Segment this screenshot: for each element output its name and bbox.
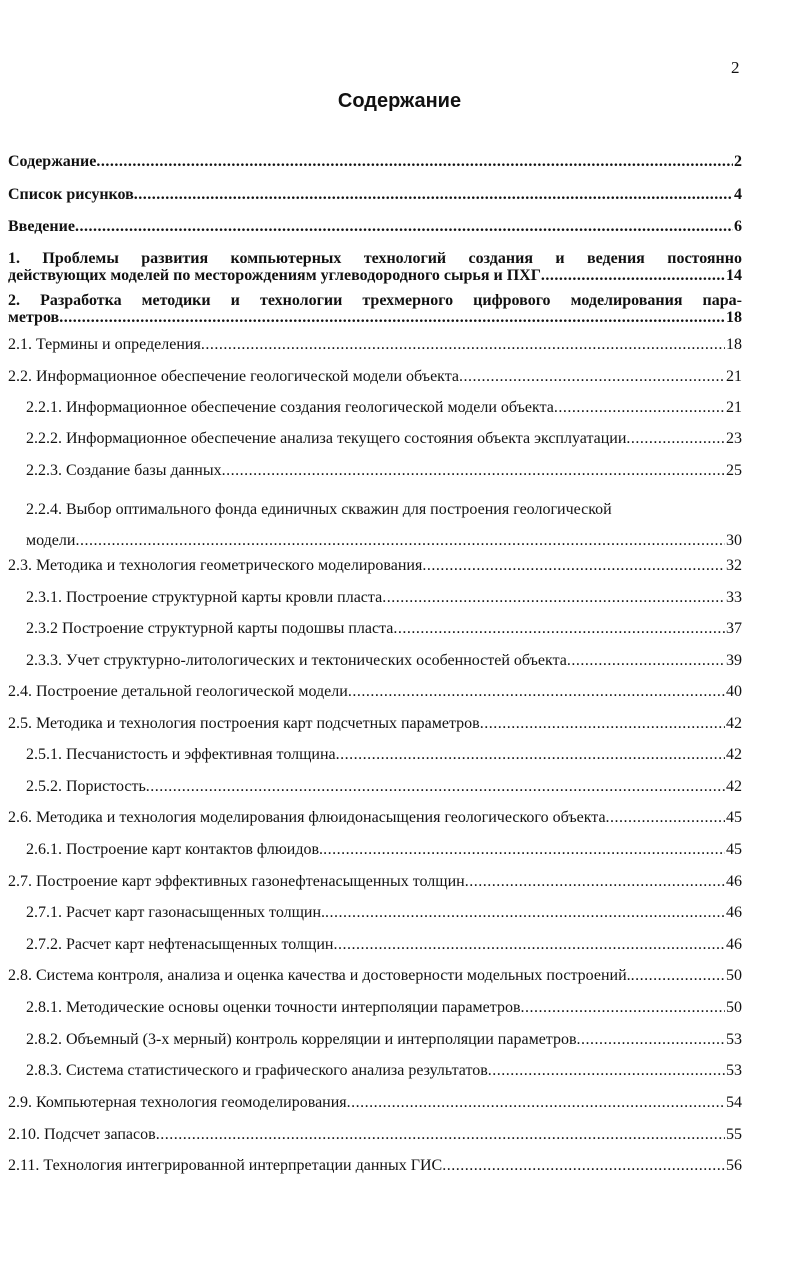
toc-entry-label: 2.7.2. Расчет карт нефтенасыщенных толщин <box>26 936 334 953</box>
toc-entry-label: 2.7.1. Расчет карт газонасыщенных толщин. <box>26 904 326 921</box>
toc-entry-label: 2.5. Методика и технология построения карт подсчетных параметров <box>8 715 480 732</box>
toc-entry-label: 2.2.1. Информационное обеспечение создания геологической модели объекта <box>26 399 554 416</box>
toc-entry-label: 2.5.1. Песчанистость и эффективная толщина <box>26 746 336 763</box>
dot-leader <box>348 683 725 700</box>
toc-entry-2-8[interactable] <box>8 967 742 984</box>
toc-page-number: 46 <box>726 873 742 890</box>
dot-leader <box>347 1094 725 1111</box>
toc-entry-2-2[interactable] <box>8 368 742 385</box>
dot-leader <box>554 399 725 416</box>
toc-entry-label: 2.2.2. Информационное обеспечение анализа текущего состояния объекта эксплуатации <box>26 430 627 447</box>
toc-entry-label: 2.2.3. Создание базы данных <box>26 462 222 479</box>
toc-entry-2-11[interactable] <box>8 1157 742 1174</box>
toc-entry-label: 2.5.2. Пористость <box>26 778 146 795</box>
dot-leader <box>631 967 725 984</box>
toc-entry-label: 2.7. Построение карт эффективных газонефтенасыщенных толщин <box>8 873 465 890</box>
dot-leader <box>96 153 733 170</box>
dot-leader <box>325 904 725 921</box>
toc-entry-2-8-3[interactable] <box>26 1062 742 1079</box>
toc-entry-2-3-2[interactable] <box>26 620 742 637</box>
toc-entry-2-8-2[interactable] <box>26 1031 742 1048</box>
toc-page-number: 14 <box>726 267 742 284</box>
toc-page-number: 50 <box>726 999 742 1016</box>
toc-entry-label: метров <box>8 309 60 326</box>
dot-leader <box>521 999 725 1016</box>
toc-entry-label: 2.3.2 Построение структурной карты подошвы пласта <box>26 620 394 637</box>
dot-leader <box>382 589 725 606</box>
toc-entry-label: 2.1. Термины и определения <box>8 336 201 353</box>
toc-page-number: 50 <box>726 967 742 984</box>
dot-leader <box>422 557 725 574</box>
dot-leader <box>541 267 725 284</box>
dot-leader <box>442 1157 725 1174</box>
dot-leader <box>577 1031 725 1048</box>
toc-entry-label: 2.9. Компьютерная технология геомоделирования <box>8 1094 347 1111</box>
toc-page-number: 25 <box>726 462 742 479</box>
toc-entry-2-3-3[interactable] <box>26 652 742 669</box>
toc-entry-label: действующих моделей по месторождениям углеводородного сырья и ПХГ <box>8 267 541 284</box>
toc-entry-label: 2.3.3. Учет структурно-литологических и тектонических особенностей объекта <box>26 652 567 669</box>
dot-leader <box>222 462 725 479</box>
toc-entry-2-2-4[interactable] <box>26 494 742 556</box>
dot-leader <box>606 809 725 826</box>
toc-page-number: 2 <box>734 153 742 170</box>
toc-page-number: 42 <box>726 778 742 795</box>
toc-page-number: 42 <box>726 746 742 763</box>
toc-page-number: 46 <box>726 936 742 953</box>
toc-entry-2-6-1[interactable] <box>26 841 742 858</box>
toc-entry-2-10[interactable] <box>8 1126 742 1143</box>
toc-page-number: 40 <box>726 683 742 700</box>
toc-entry-contents[interactable] <box>8 153 742 170</box>
toc-entry-label: 2.10. Подсчет запасов <box>8 1126 156 1143</box>
page-number: 2 <box>731 58 740 77</box>
toc-entry-label: 2.11. Технология интегрированной интерпретации данных ГИС <box>8 1157 443 1174</box>
toc-entry-label: Введение <box>8 218 75 235</box>
toc-page-number: 21 <box>726 399 742 416</box>
toc-page-number: 54 <box>726 1094 742 1111</box>
dot-leader <box>459 368 725 385</box>
toc-page-number: 37 <box>726 620 742 637</box>
toc-entry-figures[interactable] <box>8 186 742 203</box>
toc-entry-label: 2.6.1. Построение карт контактов флюидов. <box>26 841 324 858</box>
toc-entry-2-8-1[interactable] <box>26 999 742 1016</box>
toc-page-number: 55 <box>726 1126 742 1143</box>
page-title: Содержание <box>337 90 462 112</box>
toc-page-number: 4 <box>734 186 742 203</box>
toc-entry-2-5[interactable] <box>8 715 742 732</box>
dot-leader <box>75 525 725 556</box>
dot-leader <box>567 652 725 669</box>
dot-leader <box>336 746 725 763</box>
dot-leader <box>75 218 733 235</box>
toc-page-number: 33 <box>726 589 742 606</box>
toc-page-number: 32 <box>726 557 742 574</box>
toc-entry-2-7[interactable] <box>8 873 742 890</box>
toc-entry-label: модели <box>26 532 76 549</box>
toc-entry-label: 2.8. Система контроля, анализа и оценка качества и достоверности модельных построений. <box>8 967 631 984</box>
toc-entry-chapter-2[interactable] <box>8 292 742 326</box>
toc-entry-label: 2.4. Построение детальной геологической модели <box>8 683 348 700</box>
toc-entry-line: 1. Проблемы развития компьютерных технологий создания и ведения постоянно <box>8 250 742 267</box>
toc-page-number: 39 <box>726 652 742 669</box>
dot-leader <box>626 430 725 447</box>
toc-page-number: 18 <box>726 309 742 326</box>
toc-entry-label: 2.8.3. Система статистического и графического анализа результатов <box>26 1062 488 1079</box>
dot-leader <box>333 936 725 953</box>
toc-entry-line: 2.2.4. Выбор оптимального фонда единичных скважин для построения геологической <box>26 501 612 518</box>
toc-entry-label: Содержание <box>8 153 97 170</box>
toc-entry-2-3[interactable] <box>8 557 742 574</box>
toc-page-number: 45 <box>726 809 742 826</box>
toc-page-number: 46 <box>726 904 742 921</box>
toc-page-number: 6 <box>734 218 742 235</box>
toc-entry-2-7-2[interactable] <box>26 936 742 953</box>
toc-page-number: 30 <box>726 532 742 549</box>
toc-page-number: 21 <box>726 368 742 385</box>
toc-entry-2-2-3[interactable] <box>26 462 742 479</box>
dot-leader <box>488 1062 725 1079</box>
toc-page-number: 18 <box>726 336 742 353</box>
toc-entry-2-2-2[interactable] <box>26 430 742 447</box>
toc-entry-line: 2. Разработка методики и технологии трехмерного цифрового моделирования пара- <box>8 292 742 309</box>
dot-leader <box>146 778 725 795</box>
toc-entry-label: 2.2. Информационное обеспечение геологической модели объекта <box>8 368 460 385</box>
toc-page-number: 23 <box>726 430 742 447</box>
toc-entry-2-4[interactable] <box>8 683 742 700</box>
toc-entry-2-7-1[interactable] <box>26 904 742 921</box>
toc-page-number: 42 <box>726 715 742 732</box>
toc-entry-label: Список рисунков <box>8 186 134 203</box>
toc-entry-chapter-1[interactable] <box>8 250 742 284</box>
dot-leader <box>465 873 725 890</box>
dot-leader <box>393 620 725 637</box>
toc-page-number: 45 <box>726 841 742 858</box>
toc-entry-2-5-2[interactable] <box>26 778 742 795</box>
toc-entry-label: 2.6. Методика и технология моделирования флюидонасыщения геологического объекта <box>8 809 606 826</box>
dot-leader <box>134 186 733 203</box>
toc-entry-2-6[interactable] <box>8 809 742 826</box>
toc-entry-2-5-1[interactable] <box>26 746 742 763</box>
toc-page-number: 56 <box>726 1157 742 1174</box>
dot-leader <box>59 309 725 326</box>
toc-entry-label: 2.8.1. Методические основы оценки точности интерполяции параметров <box>26 999 521 1016</box>
toc-entry-2-2-1[interactable] <box>26 399 742 416</box>
toc-page-number: 53 <box>726 1031 742 1048</box>
toc-entry-2-3-1[interactable] <box>26 589 742 606</box>
dot-leader <box>156 1126 725 1143</box>
toc-entry-label: 2.3.1. Построение структурной карты кровли пласта <box>26 589 383 606</box>
dot-leader <box>323 841 725 858</box>
toc-entry-label: 2.8.2. Объемный (3-х мерный) контроль корреляции и интерполяции параметров <box>26 1031 577 1048</box>
dot-leader <box>201 336 725 353</box>
toc-entry-2-9[interactable] <box>8 1094 742 1111</box>
toc-entry-2-1[interactable] <box>8 336 742 353</box>
dot-leader <box>480 715 725 732</box>
toc-entry-introduction[interactable] <box>8 218 742 235</box>
toc-entry-label: 2.3. Методика и технология геометрического моделирования <box>8 557 423 574</box>
toc-page-number: 53 <box>726 1062 742 1079</box>
